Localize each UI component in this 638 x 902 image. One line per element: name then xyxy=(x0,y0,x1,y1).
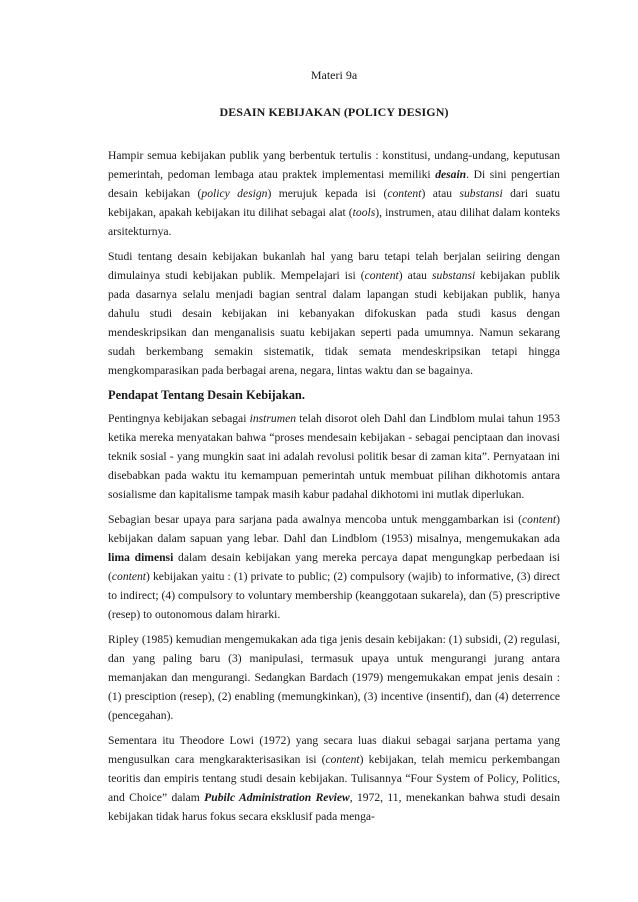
document-title: DESAIN KEBIJAKAN (POLICY DESIGN) xyxy=(219,105,449,119)
paragraph-1: Hampir semua kebijakan publik yang berbentuk tertulis : konstitusi, undang-undang, keputusan pemerintah, pedoman lembaga atau praktek implementasi memiliki desain. Di sini pengertian desain kebijakan (policy design) merujuk kepada isi (content) atau substansi dari suatu kebijakan, apakah kebijakan itu dilihat sebagai alat (tools), instrumen, atau dilihat dalam konteks arsitekturnya. xyxy=(108,149,561,238)
document-label: Materi 9a xyxy=(310,68,358,82)
paragraph-3: Pentingnya kebijakan sebagai instrumen telah disorot oleh Dahl dan Lindblom mulai tahun 1953 ketika mereka menyatakan bahwa “proses mendesain kebijakan - sebagai penciptaan dan inovasi teknik sosial - yang mungkin saat ini adalah revolusi politik besar di zaman kita”. Pernyataan ini disebabkan pada waktu itu kemampuan pemerintah untuk membuat pilihan dikhotomis antara sosialisme dan kapitalisme tampak masih kabur padahal dikhotomi ini mutlak diperlukan. xyxy=(108,412,560,501)
section-heading: Pendapat Tentang Desain Kebijakan. xyxy=(108,388,305,402)
paragraph-5: Ripley (1985) kemudian mengemukakan ada tiga jenis desain kebijakan: (1) subsidi, (2) regulasi, dan yang paling baru (3) manipulasi, termasuk upaya untuk mengurangi jurang antara memanjakan dan mengurangi. Sedangkan Bardach (1979) mengemukakan empat jenis desain : (1) presciption (resep), (2) enabling (memungkinkan), (3) incentive (insentif), dan (4) deterrence (pencegahan). xyxy=(108,633,560,722)
paragraph-6: Sementara itu Theodore Lowi (1972) yang secara luas diakui sebagai sarjana pertama yang mengusulkan cara mengkarakterisasikan isi (content) kebijakan, telah memicu perkembangan teoritis dan empiris tentang studi desain kebijakan. Tulisannya “Four System of Policy, Politics, and Choice” dalam Pubilc Administration Review, 1972, 11, menekankan bahwa studi desain kebijakan tidak harus fokus secara eksklusif pada menga- xyxy=(108,734,560,823)
document-page xyxy=(108,68,560,832)
paragraph-2: Studi tentang desain kebijakan bukanlah hal yang baru tetapi telah berjalan seiiring dengan dimulainya studi kebijakan publik. Mempelajari isi (content) atau substansi kebijakan publik pada dasarnya selalu menjadi bagian sentral dalam lapangan studi kebijakan publik, hanya dahulu studi desain kebijakan ini kebanyakan difokuskan pada studi kasus dengan mendeskripsikan dan menganalisis suatu kebijakan seperti pada umumnya. Namun sekarang sudah berkembang semakin sistematik, tidak semata mendeskripsikan tetapi hingga mengkomparasikan pada berbagai arena, negara, lintas waktu dan se bagainya. xyxy=(108,250,560,377)
paragraph-4: Sebagian besar upaya para sarjana pada awalnya mencoba untuk menggambarkan isi (content) kebijakan dalam sapuan yang lebar. Dahl dan Lindblom (1953) misalnya, mengemukakan ada lima dimensi dalam desain kebijakan yang mereka percaya dapat mengungkap perbedaan isi (content) kebijakan yaitu : (1) private to public; (2) compulsory (wajib) to informative, (3) direct to indirect; (4) compulsory to voluntary membership (keanggotaan sukarela), dan (5) prescriptive (resep) to outonomous dalam hirarki. xyxy=(108,513,560,621)
